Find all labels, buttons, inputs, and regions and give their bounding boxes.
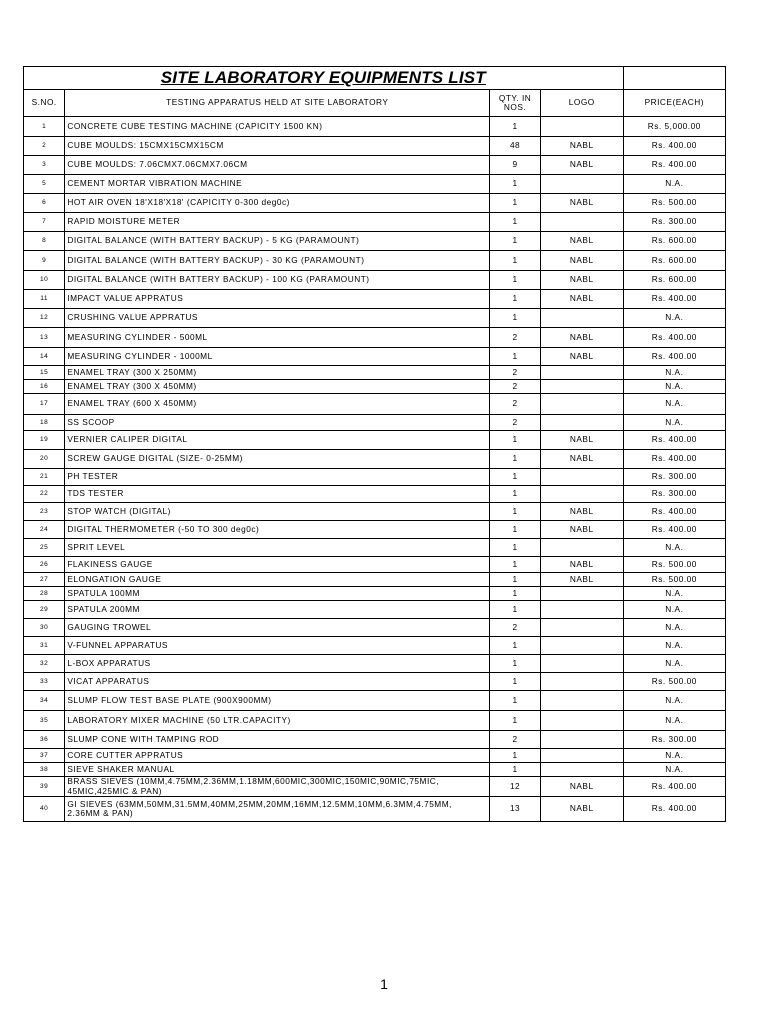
cell-sno: 7 (24, 213, 65, 232)
cell-qty: 1 (490, 557, 541, 573)
table-row (24, 673, 726, 691)
cell-qty: 1 (490, 290, 541, 309)
cell-qty: 1 (490, 749, 541, 763)
table-row (24, 711, 726, 731)
cell-sno: 14 (24, 348, 65, 366)
cell-description: ENAMEL TRAY (600 X 450MM) (65, 394, 490, 415)
cell-logo: NABL (540, 328, 623, 348)
cell-price: Rs. 400.00 (623, 503, 725, 521)
cell-logo (540, 637, 623, 655)
cell-qty: 1 (490, 469, 541, 486)
cell-price: Rs. 400.00 (623, 431, 725, 450)
cell-qty: 1 (490, 175, 541, 194)
cell-qty: 2 (490, 731, 541, 749)
cell-logo: NABL (540, 271, 623, 290)
cell-description: GAUGING TROWEL (65, 619, 490, 637)
cell-sno: 27 (24, 573, 65, 587)
cell-description: DIGITAL THERMOMETER (-50 TO 300 deg0c) (65, 521, 490, 539)
cell-qty: 9 (490, 156, 541, 175)
cell-qty: 1 (490, 232, 541, 251)
cell-price: Rs. 400.00 (623, 328, 725, 348)
cell-description: TDS TESTER (65, 486, 490, 503)
title-blank-cell (623, 67, 725, 90)
cell-sno: 30 (24, 619, 65, 637)
cell-sno: 13 (24, 328, 65, 348)
cell-logo: NABL (540, 194, 623, 213)
table-row (24, 251, 726, 271)
cell-qty: 1 (490, 673, 541, 691)
cell-logo (540, 415, 623, 431)
table-row (24, 763, 726, 777)
cell-description: VICAT APPARATUS (65, 673, 490, 691)
cell-sno: 22 (24, 486, 65, 503)
cell-sno: 16 (24, 380, 65, 394)
cell-qty: 12 (490, 777, 541, 797)
cell-sno: 9 (24, 251, 65, 271)
cell-description: FLAKINESS GAUGE (65, 557, 490, 573)
cell-sno: 20 (24, 450, 65, 469)
cell-price: N.A. (623, 366, 725, 380)
cell-price: N.A. (623, 637, 725, 655)
cell-price: Rs. 500.00 (623, 194, 725, 213)
table-row (24, 213, 726, 232)
cell-description: SLUMP CONE WITH TAMPING ROD (65, 731, 490, 749)
cell-logo (540, 749, 623, 763)
table-row (24, 328, 726, 348)
cell-price: Rs. 400.00 (623, 797, 725, 822)
table-row (24, 380, 726, 394)
cell-logo (540, 394, 623, 415)
table-row (24, 655, 726, 673)
cell-qty: 1 (490, 711, 541, 731)
cell-logo (540, 175, 623, 194)
cell-logo: NABL (540, 290, 623, 309)
cell-qty: 1 (490, 450, 541, 469)
cell-description: L-BOX APPARATUS (65, 655, 490, 673)
cell-qty: 1 (490, 503, 541, 521)
cell-logo: NABL (540, 450, 623, 469)
cell-logo: NABL (540, 521, 623, 539)
cell-price: Rs. 400.00 (623, 777, 725, 797)
cell-sno: 29 (24, 601, 65, 619)
cell-logo (540, 731, 623, 749)
cell-sno: 15 (24, 366, 65, 380)
cell-qty: 1 (490, 587, 541, 601)
cell-description: VERNIER CALIPER DIGITAL (65, 431, 490, 450)
cell-price: Rs. 400.00 (623, 521, 725, 539)
cell-description: SLUMP FLOW TEST BASE PLATE (900X900MM) (65, 691, 490, 711)
cell-sno: 3 (24, 156, 65, 175)
cell-description: PH TESTER (65, 469, 490, 486)
title-cell (24, 67, 624, 90)
cell-sno: 33 (24, 673, 65, 691)
table-row (24, 777, 726, 797)
cell-qty: 2 (490, 328, 541, 348)
cell-price: N.A. (623, 711, 725, 731)
cell-sno: 36 (24, 731, 65, 749)
table-row (24, 469, 726, 486)
cell-price: N.A. (623, 601, 725, 619)
cell-qty: 1 (490, 691, 541, 711)
cell-logo (540, 711, 623, 731)
cell-price: N.A. (623, 749, 725, 763)
cell-description: HOT AIR OVEN 18'X18'X18' (CAPICITY 0-300 deg0c) (65, 194, 490, 213)
cell-logo (540, 213, 623, 232)
cell-price: N.A. (623, 309, 725, 328)
cell-qty: 2 (490, 415, 541, 431)
cell-sno: 1 (24, 117, 65, 137)
cell-sno: 40 (24, 797, 65, 822)
title-row (24, 67, 726, 90)
table-row (24, 797, 726, 822)
cell-description: SIEVE SHAKER MANUAL (65, 763, 490, 777)
cell-price: N.A. (623, 587, 725, 601)
header-qty: QTY. IN NOS. (490, 90, 541, 117)
cell-qty: 2 (490, 394, 541, 415)
cell-logo (540, 309, 623, 328)
cell-price: Rs. 300.00 (623, 486, 725, 503)
cell-sno: 10 (24, 271, 65, 290)
cell-logo (540, 380, 623, 394)
cell-sno: 6 (24, 194, 65, 213)
table-row (24, 749, 726, 763)
cell-logo: NABL (540, 573, 623, 587)
cell-price: Rs. 300.00 (623, 731, 725, 749)
cell-qty: 48 (490, 137, 541, 156)
cell-description: SCREW GAUGE DIGITAL (SIZE- 0-25MM) (65, 450, 490, 469)
cell-description: SPATULA 200MM (65, 601, 490, 619)
header-apparatus: TESTING APPARATUS HELD AT SITE LABORATORY (65, 90, 490, 117)
cell-description: CUBE MOULDS: 7.06CMX7.06CMX7.06CM (65, 156, 490, 175)
cell-description: DIGITAL BALANCE (WITH BATTERY BACKUP) - 100 KG (PARAMOUNT) (65, 271, 490, 290)
cell-price: N.A. (623, 691, 725, 711)
cell-description: CORE CUTTER APPRATUS (65, 749, 490, 763)
header-row (24, 90, 726, 117)
table-row (24, 691, 726, 711)
header-price: PRICE(EACH) (623, 90, 725, 117)
cell-description: CRUSHING VALUE APPRATUS (65, 309, 490, 328)
cell-price: Rs. 400.00 (623, 450, 725, 469)
cell-logo (540, 619, 623, 637)
cell-sno: 34 (24, 691, 65, 711)
header-logo: LOGO (540, 90, 623, 117)
cell-logo: NABL (540, 232, 623, 251)
page-title: SITE LABORATORY EQUIPMENTS LIST (160, 67, 486, 87)
cell-price: Rs. 400.00 (623, 290, 725, 309)
table-row (24, 348, 726, 366)
cell-qty: 1 (490, 213, 541, 232)
cell-price: N.A. (623, 415, 725, 431)
cell-description: MEASURING CYLINDER - 500ML (65, 328, 490, 348)
cell-logo (540, 117, 623, 137)
table-row (24, 117, 726, 137)
cell-sno: 39 (24, 777, 65, 797)
cell-description: SPRIT LEVEL (65, 539, 490, 557)
equipment-table (23, 66, 726, 822)
cell-price: Rs. 5,000.00 (623, 117, 725, 137)
cell-description: STOP WATCH (DIGITAL) (65, 503, 490, 521)
cell-sno: 38 (24, 763, 65, 777)
cell-qty: 1 (490, 655, 541, 673)
cell-sno: 5 (24, 175, 65, 194)
cell-sno: 11 (24, 290, 65, 309)
cell-sno: 25 (24, 539, 65, 557)
cell-qty: 1 (490, 271, 541, 290)
table-row (24, 415, 726, 431)
cell-price: Rs. 600.00 (623, 271, 725, 290)
cell-price: N.A. (623, 539, 725, 557)
table-row (24, 587, 726, 601)
cell-logo: NABL (540, 777, 623, 797)
cell-logo (540, 587, 623, 601)
cell-sno: 23 (24, 503, 65, 521)
cell-sno: 31 (24, 637, 65, 655)
cell-price: N.A. (623, 394, 725, 415)
cell-sno: 19 (24, 431, 65, 450)
table-row (24, 194, 726, 213)
cell-sno: 21 (24, 469, 65, 486)
table-row (24, 450, 726, 469)
cell-price: Rs. 400.00 (623, 156, 725, 175)
cell-logo: NABL (540, 156, 623, 175)
cell-description: DIGITAL BALANCE (WITH BATTERY BACKUP) - 5 KG (PARAMOUNT) (65, 232, 490, 251)
cell-qty: 1 (490, 486, 541, 503)
table-row (24, 619, 726, 637)
table-row (24, 539, 726, 557)
cell-logo: NABL (540, 137, 623, 156)
page-number: 1 (380, 976, 388, 992)
cell-logo: NABL (540, 431, 623, 450)
table-row (24, 431, 726, 450)
cell-description: GI SIEVES (63MM,50MM,31.5MM,40MM,25MM,20MM,16MM,12.5MM,10MM,6.3MM,4.75MM, 2.36MM & PAN) (65, 797, 490, 822)
cell-qty: 1 (490, 539, 541, 557)
table-row (24, 271, 726, 290)
cell-price: Rs. 400.00 (623, 348, 725, 366)
cell-description: SS SCOOP (65, 415, 490, 431)
table-row (24, 601, 726, 619)
cell-price: Rs. 300.00 (623, 213, 725, 232)
cell-logo (540, 673, 623, 691)
cell-price: N.A. (623, 175, 725, 194)
cell-qty: 1 (490, 309, 541, 328)
table-row (24, 290, 726, 309)
cell-logo (540, 486, 623, 503)
cell-sno: 35 (24, 711, 65, 731)
cell-description: CUBE MOULDS: 15CMX15CMX15CM (65, 137, 490, 156)
cell-price: Rs. 400.00 (623, 137, 725, 156)
cell-description: DIGITAL BALANCE (WITH BATTERY BACKUP) - 30 KG (PARAMOUNT) (65, 251, 490, 271)
cell-logo: NABL (540, 557, 623, 573)
cell-logo (540, 655, 623, 673)
cell-logo (540, 366, 623, 380)
cell-logo: NABL (540, 251, 623, 271)
cell-sno: 17 (24, 394, 65, 415)
cell-qty: 1 (490, 251, 541, 271)
cell-sno: 26 (24, 557, 65, 573)
cell-description: LABORATORY MIXER MACHINE (50 LTR.CAPACITY) (65, 711, 490, 731)
cell-logo (540, 763, 623, 777)
table-row (24, 137, 726, 156)
cell-description: ELONGATION GAUGE (65, 573, 490, 587)
cell-description: ENAMEL TRAY (300 X 450MM) (65, 380, 490, 394)
cell-logo (540, 469, 623, 486)
cell-qty: 1 (490, 348, 541, 366)
cell-qty: 1 (490, 521, 541, 539)
cell-logo: NABL (540, 348, 623, 366)
cell-description: MEASURING CYLINDER - 1000ML (65, 348, 490, 366)
cell-logo (540, 539, 623, 557)
table-row (24, 731, 726, 749)
cell-qty: 2 (490, 380, 541, 394)
cell-sno: 32 (24, 655, 65, 673)
cell-price: N.A. (623, 655, 725, 673)
cell-sno: 18 (24, 415, 65, 431)
table-row (24, 486, 726, 503)
cell-logo: NABL (540, 503, 623, 521)
cell-price: Rs. 600.00 (623, 232, 725, 251)
cell-logo (540, 691, 623, 711)
table-row (24, 637, 726, 655)
cell-logo: NABL (540, 797, 623, 822)
header-sno: S.NO. (24, 90, 65, 117)
cell-price: N.A. (623, 763, 725, 777)
cell-logo (540, 601, 623, 619)
table-row (24, 232, 726, 251)
cell-sno: 12 (24, 309, 65, 328)
table-row (24, 175, 726, 194)
cell-sno: 24 (24, 521, 65, 539)
table-row (24, 156, 726, 175)
cell-description: IMPACT VALUE APPRATUS (65, 290, 490, 309)
cell-price: N.A. (623, 380, 725, 394)
cell-qty: 1 (490, 763, 541, 777)
table-row (24, 557, 726, 573)
cell-qty: 1 (490, 431, 541, 450)
cell-qty: 1 (490, 194, 541, 213)
cell-qty: 1 (490, 601, 541, 619)
cell-description: V-FUNNEL APPARATUS (65, 637, 490, 655)
cell-sno: 37 (24, 749, 65, 763)
cell-price: Rs. 300.00 (623, 469, 725, 486)
cell-price: Rs. 500.00 (623, 673, 725, 691)
cell-price: N.A. (623, 619, 725, 637)
cell-qty: 2 (490, 366, 541, 380)
cell-sno: 2 (24, 137, 65, 156)
table-row (24, 366, 726, 380)
cell-price: Rs. 600.00 (623, 251, 725, 271)
cell-description: CEMENT MORTAR VIBRATION MACHINE (65, 175, 490, 194)
cell-price: Rs. 500.00 (623, 557, 725, 573)
table-row (24, 309, 726, 328)
table-row (24, 573, 726, 587)
cell-qty: 1 (490, 117, 541, 137)
cell-description: BRASS SIEVES (10MM,4.75MM,2.36MM,1.18MM,600MIC,300MIC,150MIC,90MIC,75MIC, 45MIC,425MIC & PAN) (65, 777, 490, 797)
cell-qty: 13 (490, 797, 541, 822)
cell-sno: 8 (24, 232, 65, 251)
cell-qty: 1 (490, 573, 541, 587)
cell-description: RAPID MOISTURE METER (65, 213, 490, 232)
cell-description: SPATULA 100MM (65, 587, 490, 601)
table-row (24, 503, 726, 521)
cell-qty: 1 (490, 637, 541, 655)
cell-qty: 2 (490, 619, 541, 637)
cell-description: ENAMEL TRAY (300 X 250MM) (65, 366, 490, 380)
table-row (24, 521, 726, 539)
cell-description: CONCRETE CUBE TESTING MACHINE (CAPICITY 1500 KN) (65, 117, 490, 137)
cell-price: Rs. 500.00 (623, 573, 725, 587)
table-row (24, 394, 726, 415)
cell-sno: 28 (24, 587, 65, 601)
